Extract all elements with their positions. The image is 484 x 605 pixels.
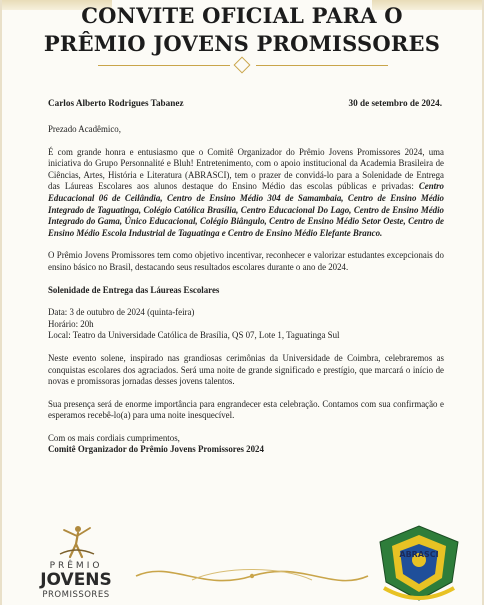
logo-word-premio: PRÊMIO: [49, 561, 103, 571]
letter-date: 30 de setembro de 2024.: [348, 98, 442, 108]
letter-meta: [48, 98, 442, 108]
title-line-1: CONVITE OFICIAL PARA O: [81, 3, 403, 28]
invitation-title: [2, 2, 482, 58]
diamond-ornament: [234, 57, 251, 74]
title-divider: [98, 58, 388, 74]
premio-jovens-logo: [24, 524, 128, 604]
logo-word-promissores: PROMISSORES: [42, 590, 110, 600]
greeting: Prezado Acadêmico,: [48, 124, 121, 134]
paragraph-objective: O Prêmio Jovens Promissores tem como objetivo incentivar, reconhecer e valorizar estudantes excepcionais do ensino básico no Brasil, destacando seus resultados escolares durante o ano de 2024.: [48, 250, 444, 272]
recipient-name: Carlos Alberto Rodrigues Tabanez: [48, 98, 184, 108]
logo-word-jovens: JOVENS: [40, 570, 112, 590]
letter-body: [48, 124, 444, 456]
event-time: Horário: 20h: [48, 318, 94, 329]
crest-label: ABRASCI: [399, 550, 439, 559]
schools-list: Centro Educacional 06 de Ceilândia, Centro de Ensino Médio 304 de Samambaia, Centro de Ensino Médio Integrado de Taguatinga, Colégio Católica Brasília, Centro Educacional Do Lago, Centro de Ensino Médio Integrado do Gama, Único Educacional, Colégio Biângulo, Centro de Ensino Médio Setor Oeste, Centro de Ensino Médio Escola Industrial de Taguatinga e Centro de Ensino Médio Elefante Branco.: [48, 181, 444, 238]
signature: Comitê Organizador do Prêmio Jovens Promissores 2024: [48, 444, 264, 455]
paragraph-presence: Sua presença será de enorme importância para engrandecer esta celebração. Contamos com sua confirmação e esperamos recebê-lo(a) para uma noite inesquecível.: [48, 398, 444, 421]
title-line-2: PRÊMIO JOVENS PROMISSORES: [43, 31, 441, 56]
event-date: Data: 3 de outubro de 2024 (quinta-feira): [48, 307, 195, 318]
event-place: Local: Teatro da Universidade Católica de Brasília, QS 07, Lote 1, Taguatinga Sul: [48, 330, 340, 341]
abrasci-crest-icon: [374, 522, 464, 604]
dancer-figure-icon: [54, 524, 98, 560]
paragraph-intro: [48, 147, 444, 240]
closing: Com os mais cordiais cumprimentos,: [48, 432, 180, 443]
section-title: Solenidade de Entrega das Láureas Escolares: [48, 284, 220, 295]
intro-text: É com grande honra e entusiasmo que o Comitê Organizador do Prêmio Jovens Promissores 2024, uma iniciativa do Grupo Personnalité e Bluh! Entretenimento, com o apoio institucional da Academia Brasileira de Ciências, Artes, História e Literatura (ABRASCI), tem o prazer de convidá-lo para a Solenidade de Entrega das Láureas Escolares aos alunos destaque do Ensino Médio das escolas públicas e privadas:: [48, 146, 444, 192]
paragraph-ceremony: Neste evento solene, inspirado nas grandiosas cerimônias da Universidade de Coimbra, celebraremos as conquistas escolares dos agraciados. Será uma noite de grande significado e prestígio, que marcará o início de novas e promissoras jornadas desses jovens talentos.: [48, 352, 444, 387]
gold-swirl-ornament: [132, 556, 372, 596]
